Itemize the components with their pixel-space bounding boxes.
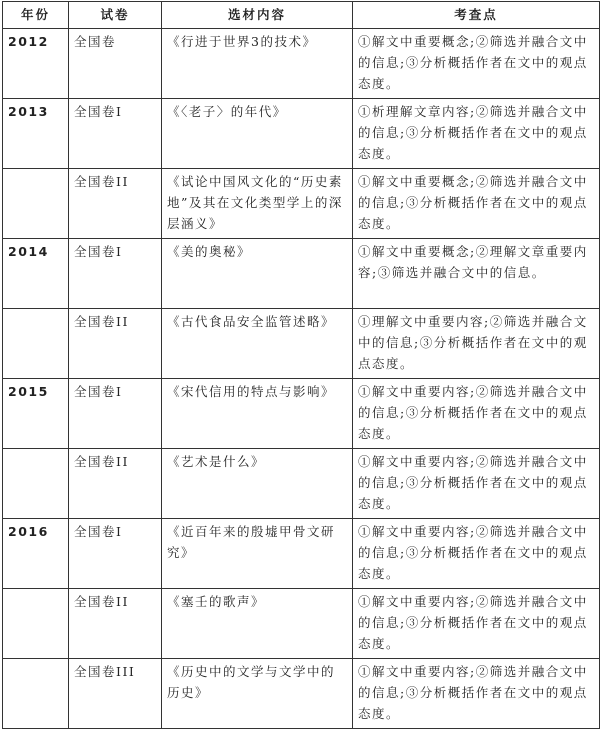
cell-points: ①解文中重要内容;②筛选并融合文中的信息;③分析概括作者在文中的观点态度。 [353, 589, 600, 659]
table-row [3, 589, 600, 659]
cell-points: ①解文中重要内容;②筛选并融合文中的信息;③分析概括作者在文中的观点态度。 [353, 519, 600, 589]
table-row [3, 99, 600, 169]
cell-points: ①析理解文章内容;②筛选并融合文中的信息;③分析概括作者在文中的观点态度。 [353, 99, 600, 169]
cell-material: 《〈老子〉的年代》 [162, 99, 353, 169]
header-paper: 试卷 [69, 2, 162, 29]
table-row [3, 29, 600, 99]
table-row [3, 519, 600, 589]
cell-points: ①解文中重要概念;②筛选并融合文中的信息;③分析概括作者在文中的观点态度。 [353, 29, 600, 99]
cell-year: 2013 [3, 99, 69, 169]
cell-year [3, 589, 69, 659]
cell-year [3, 449, 69, 519]
table-row [3, 309, 600, 379]
cell-paper: 全国卷III [69, 659, 162, 729]
cell-points: ①解文中重要内容;②筛选并融合文中的信息;③分析概括作者在文中的观点态度。 [353, 659, 600, 729]
cell-paper: 全国卷II [69, 309, 162, 379]
table-row [3, 449, 600, 519]
cell-paper: 全国卷 [69, 29, 162, 99]
cell-material: 《历史中的文学与文学中的历史》 [162, 659, 353, 729]
cell-material: 《宋代信用的特点与影响》 [162, 379, 353, 449]
cell-points: ①解文中重要概念;②理解文章重要内容;③筛选并融合文中的信息。 [353, 239, 600, 309]
cell-points: ①解文中重要内容;②筛选并融合文中的信息;③分析概括作者在文中的观点态度。 [353, 379, 600, 449]
cell-year: 2015 [3, 379, 69, 449]
header-row [3, 2, 600, 29]
cell-points: ①理解文中重要内容;②筛选并融合文中的信息;③分析概括作者在文中的观点态度。 [353, 309, 600, 379]
cell-year: 2016 [3, 519, 69, 589]
cell-material: 《古代食品安全监管述略》 [162, 309, 353, 379]
cell-material: 《近百年来的殷墟甲骨文研究》 [162, 519, 353, 589]
cell-paper: 全国卷I [69, 379, 162, 449]
cell-paper: 全国卷II [69, 449, 162, 519]
cell-year [3, 309, 69, 379]
cell-material: 《艺术是什么》 [162, 449, 353, 519]
cell-year: 2014 [3, 239, 69, 309]
cell-points: ①解文中重要内容;②筛选并融合文中的信息;③分析概括作者在文中的观点态度。 [353, 449, 600, 519]
table-row [3, 169, 600, 239]
cell-material: 《行进于世界3的技术》 [162, 29, 353, 99]
cell-paper: 全国卷I [69, 519, 162, 589]
cell-material: 《试论中国风文化的“历史素地”及其在文化类型学上的深层涵义》 [162, 169, 353, 239]
table-row [3, 659, 600, 729]
cell-points: ①解文中重要概念;②筛选并融合文中的信息;③分析概括作者在文中的观点态度。 [353, 169, 600, 239]
cell-year: 2012 [3, 29, 69, 99]
header-points: 考查点 [353, 2, 600, 29]
table-row [3, 379, 600, 449]
cell-paper: 全国卷I [69, 239, 162, 309]
cell-material: 《美的奥秘》 [162, 239, 353, 309]
header-material: 选材内容 [162, 2, 353, 29]
exam-table [2, 1, 600, 729]
cell-paper: 全国卷II [69, 169, 162, 239]
header-year: 年份 [3, 2, 69, 29]
cell-year [3, 169, 69, 239]
cell-material: 《塞壬的歌声》 [162, 589, 353, 659]
cell-paper: 全国卷I [69, 99, 162, 169]
table-row [3, 239, 600, 309]
cell-year [3, 659, 69, 729]
cell-paper: 全国卷II [69, 589, 162, 659]
